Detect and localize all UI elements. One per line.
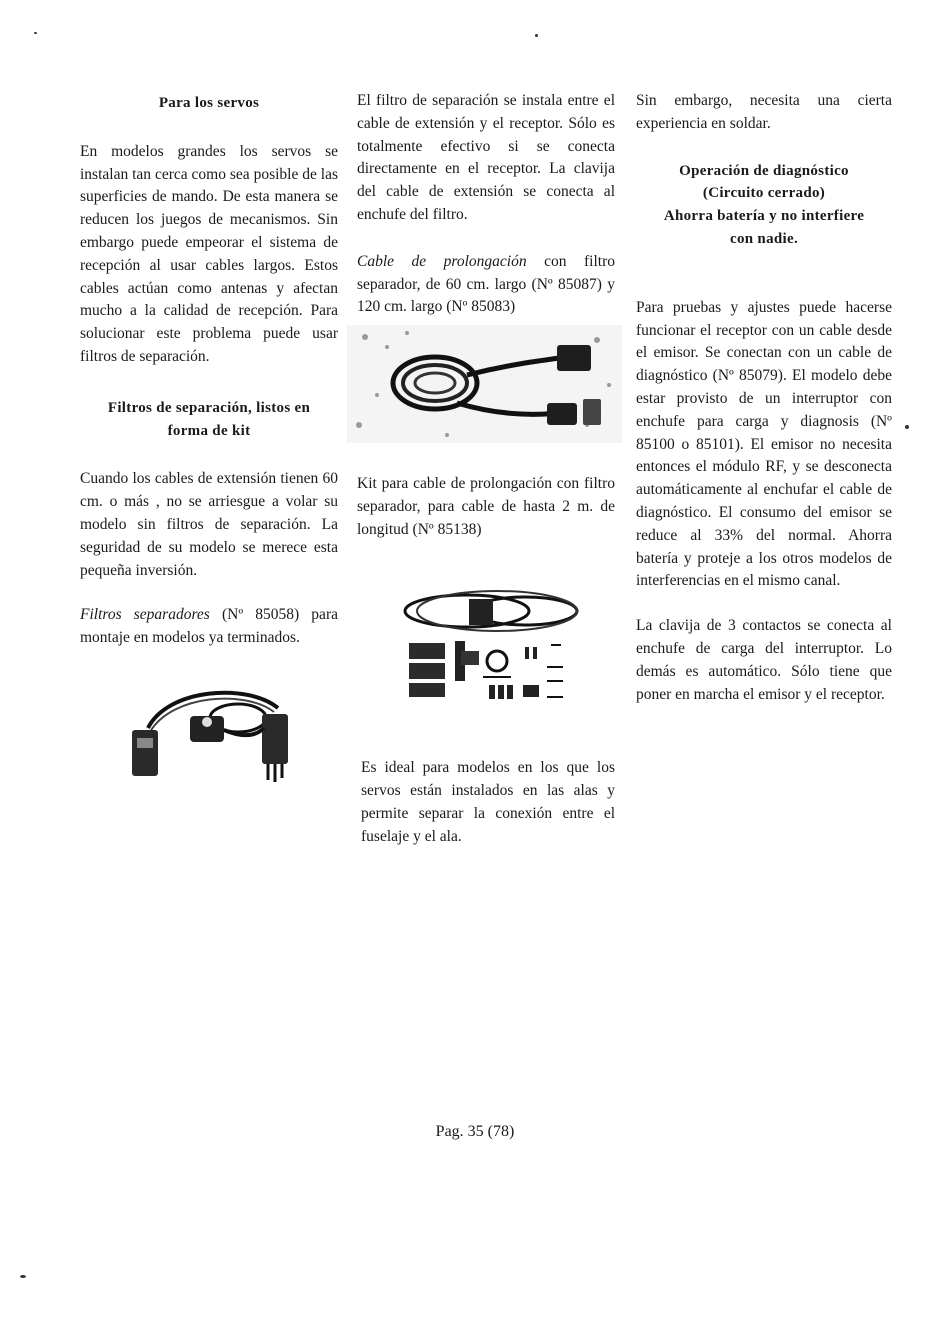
text-cable-prolongacion-rest: con filtro separador, de 60 cm. largo (Nº 85087) y 120 cm. largo (Nº 85083) [357,252,616,316]
paragraph-instalacion-filtro: El filtro de separación se instala entre el cable de extensión y el receptor. Sólo es totalmente efectivo si se conecta directamente en el receptor. La clavija del cable de extensión se conecta al enchufe del filtro. [357,92,615,223]
heading-diagnostico-line3: Ahorra batería y no interfiere [663,208,865,225]
heading-filtros-kit-line2: forma de kit [167,422,251,439]
paragraph-ideal-alas: Es ideal para modelos en los que los servos están instalados en las alas y permite separar la conexión entre el fuselaje y el ala. [361,759,615,845]
column-3 [636,90,892,706]
paragraph-clavija-contactos: La clavija de 3 contactos se conecta al enchufe de carga del interruptor. Lo demás es automático. Sólo tiene que poner en marcha el emisor y el receptor. [636,617,892,703]
paragraph-experiencia-soldar: Sin embargo, necesita una cierta experiencia en soldar. [636,92,892,132]
filter-cable-image [128,678,303,788]
page-number: Pag. 35 (78) [435,1123,515,1140]
heading-filtros-kit-line1: Filtros de separación, listos en [107,399,311,416]
heading-diagnostico-line1: Operación de diagnóstico [679,162,849,179]
scan-speck [34,32,37,34]
paragraph-pruebas-ajustes: Para pruebas y ajustes puede hacerse funcionar el receptor con un cable desde el emisor. Se conectan con un cable de diagnóstico (Nº 85079). El modelo debe estar provisto de un interruptor con enchufe para carga y diagnosis (Nº 85100 o 85101). El emisor no necesita entonces el módulo RF, y se desconecta automáticamente al enchufar el cable de diagnóstico. El consumo del emisor se reduce al 33% del normal. Ahorra batería y proteje a los otros modelos de interferencias en el mismo canal. [636,298,892,590]
heading-para-los-servos: Para los servos [158,95,260,111]
paragraph-filtros-separadores [80,604,338,650]
italic-cable-prolongacion: Cable de prolongación [357,252,527,270]
heading-diagnostico-line4: con nadie. [729,230,798,247]
cable-kit-image [397,581,597,711]
extension-cable-photo [347,325,622,443]
italic-filtros-separadores: Filtros separadores [80,606,210,624]
scan-speck [20,1275,26,1278]
scan-speck [905,425,909,429]
heading-diagnostico-line2: (Circuito cerrado) [702,185,826,202]
column-1 [80,90,338,796]
scan-speck [535,34,538,37]
column-2 [357,90,615,848]
paragraph-kit-cable: Kit para cable de prolongación con filtro separador, para cable de hasta 2 m. de longitud (Nº 85138) [357,474,615,538]
paragraph-cable-prolongacion [357,251,615,319]
paragraph-servos: En modelos grandes los servos se instalan tan cerca como sea posible de las superficies de mando. De esta manera se reducen los juegos de mecanismos. Sin embargo puede empeorar el sistema de recepción al usar cables largos. Estos cables actúan como antenas y afectan mucho a la calidad de recepción. Para solucionar este problema puede usar filtros de separación. [80,142,338,365]
text-filtros-separadores-rest: (Nº 85058) para montaje en modelos ya terminados. [80,606,338,647]
paragraph-filtros-cables: Cuando los cables de extensión tienen 60 cm. o más , no se arriesgue a volar su modelo sin filtros de separación. La seguridad de su modelo se merece esta pequeña inversión. [80,470,338,579]
